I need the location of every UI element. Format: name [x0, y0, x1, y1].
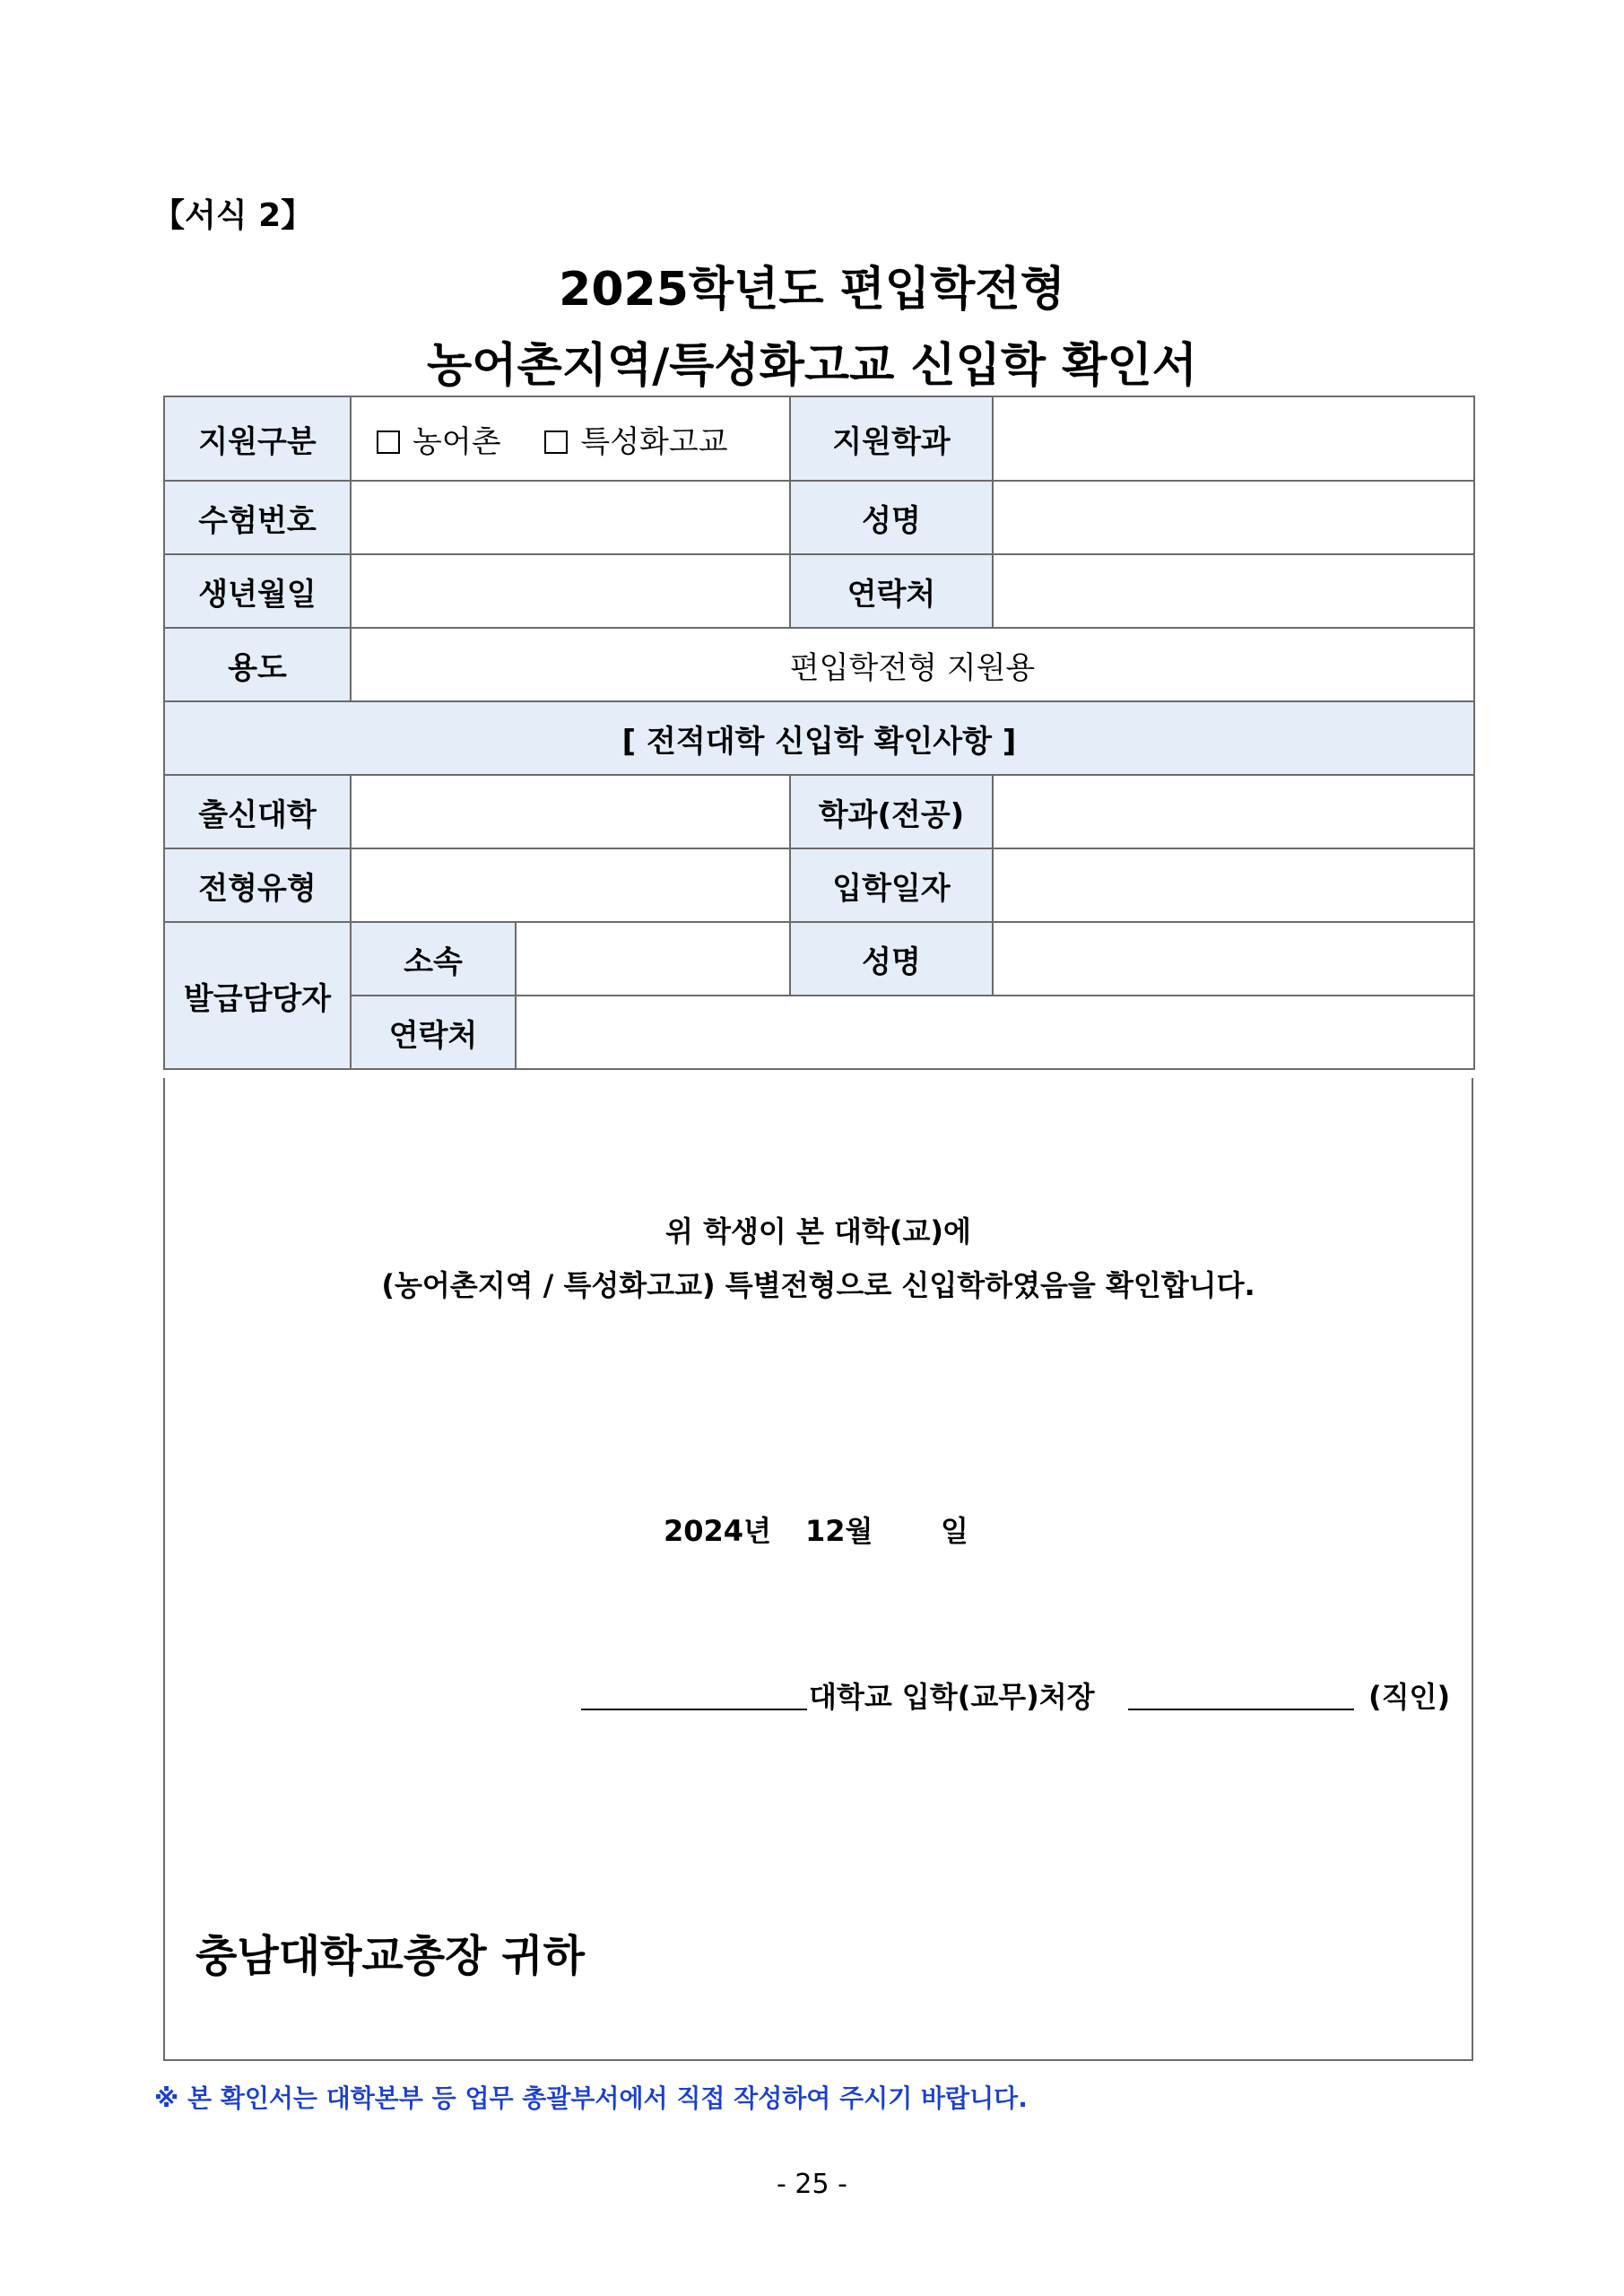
confirmation-line2: (농어촌지역 / 특성화고교) 특별전형으로 신입학하였음을 확인합니다.: [381, 1268, 1255, 1302]
confirmation-line1: 위 학생이 본 대학(교)에: [665, 1214, 971, 1248]
entry-date-field[interactable]: [993, 848, 1474, 922]
major-label: 학과(전공): [790, 775, 993, 848]
contact-field[interactable]: [993, 554, 1474, 628]
dept-field[interactable]: [993, 396, 1474, 481]
option-rural-label: 농어촌: [413, 423, 501, 460]
apply-type-options: [351, 396, 790, 481]
affiliation-label: 소속: [351, 922, 516, 996]
application-form-table: [163, 396, 1475, 1070]
contact-label: 연락처: [790, 554, 993, 628]
exam-no-label: 수험번호: [164, 481, 351, 554]
purpose-label: 용도: [164, 628, 351, 701]
issuer-label: 발급담당자: [164, 922, 351, 1069]
signer-name-blank[interactable]: [1128, 1709, 1354, 1710]
option-rural[interactable]: [377, 424, 501, 460]
checkbox-icon[interactable]: [377, 430, 400, 454]
confirmation-box: [163, 1078, 1473, 2061]
major-field[interactable]: [993, 775, 1474, 848]
birth-label: 생년월일: [164, 554, 351, 628]
date-day: 일: [941, 1514, 968, 1548]
document-title-line2: 농어촌지역/특성화고교 신입학 확인서: [427, 339, 1197, 393]
document-title-line1: 2025학년도 편입학전형: [559, 263, 1065, 317]
origin-univ-label: 출신대학: [164, 775, 351, 848]
name-label: 성명: [790, 481, 993, 554]
issuer-name-label: 성명: [790, 922, 993, 996]
issuer-contact-label: 연락처: [351, 996, 516, 1069]
checkbox-icon[interactable]: [544, 430, 568, 454]
instruction-note: ※ 본 확인서는 대학본부 등 업무 총괄부서에서 직접 작성하여 주시기 바랍니다.: [154, 2083, 1028, 2113]
apply-type-label: 지원구분: [164, 396, 351, 481]
issuer-contact-field[interactable]: [516, 996, 1474, 1069]
date-month: 12월: [805, 1514, 873, 1548]
official-seal-label: (직인): [1368, 1680, 1451, 1714]
recipient: 충남대학교총장 귀하: [195, 1931, 586, 1981]
admission-type-field[interactable]: [351, 848, 790, 922]
page-number: - 25 -: [777, 2169, 847, 2200]
exam-no-field[interactable]: [351, 481, 790, 554]
option-specialized-high[interactable]: [544, 424, 727, 460]
section-header: [ 전적대학 신입학 확인사항 ]: [164, 701, 1474, 775]
dept-label: 지원학과: [790, 396, 993, 481]
admission-type-label: 전형유형: [164, 848, 351, 922]
date-year: 2024년: [664, 1514, 771, 1548]
option-specialized-label: 특성화고교: [580, 423, 728, 460]
purpose-value: 편입학전형 지원용: [351, 628, 1474, 701]
issuer-name-field[interactable]: [993, 922, 1474, 996]
origin-univ-field[interactable]: [351, 775, 790, 848]
birth-field[interactable]: [351, 554, 790, 628]
signature-title: 대학교 입학(교무)처장: [809, 1680, 1095, 1714]
university-name-blank[interactable]: [581, 1709, 807, 1710]
affiliation-field[interactable]: [516, 922, 790, 996]
form-number-label: 【서식 2】: [152, 197, 314, 234]
entry-date-label: 입학일자: [790, 848, 993, 922]
name-field[interactable]: [993, 481, 1474, 554]
